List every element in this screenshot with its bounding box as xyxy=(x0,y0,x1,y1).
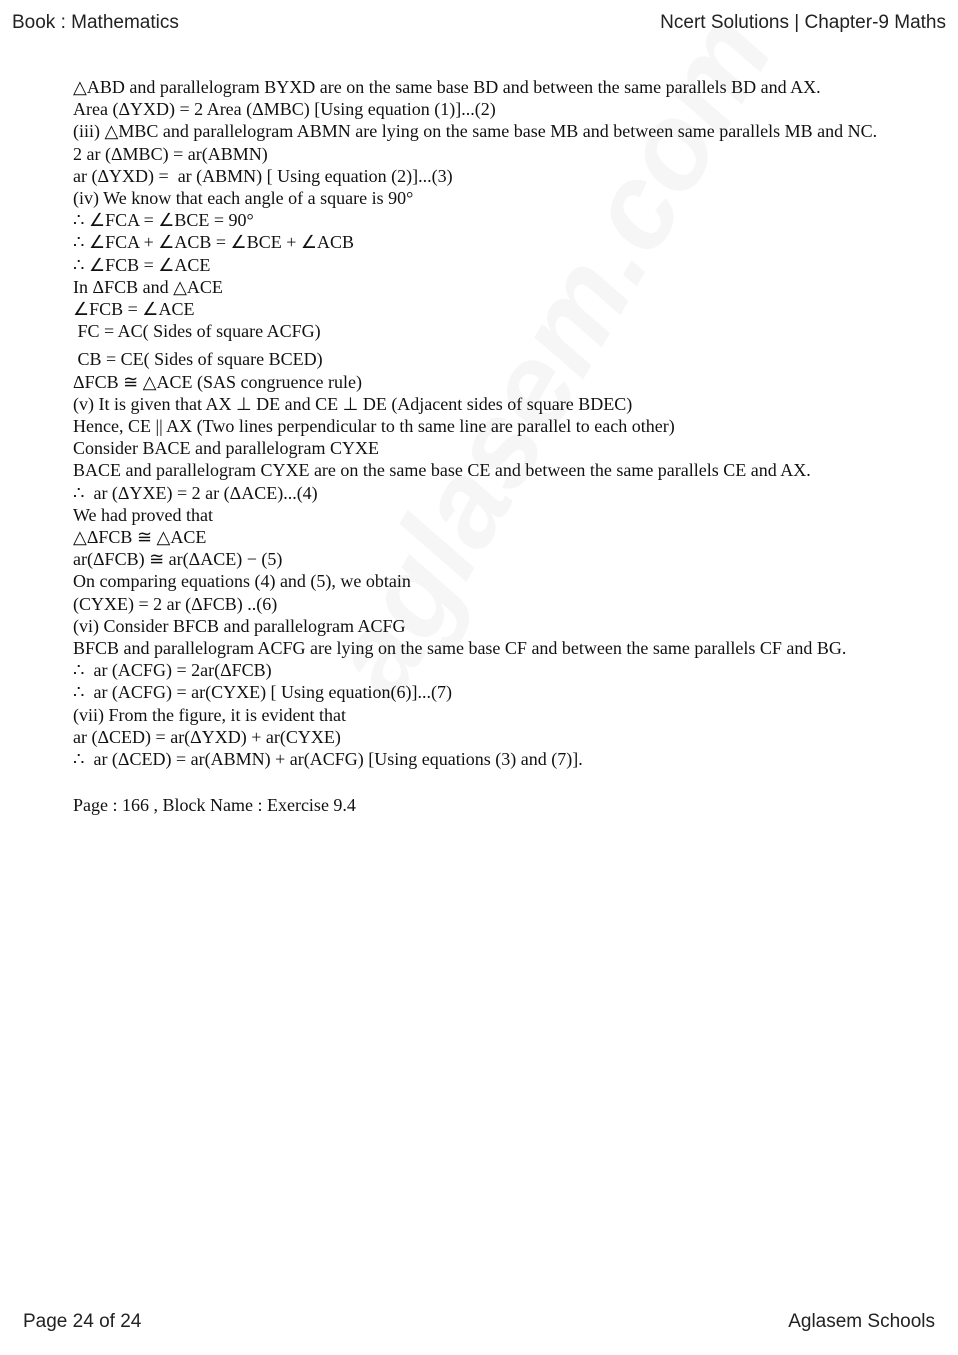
footer-brand: Aglasem Schools xyxy=(788,1311,935,1332)
solution-body xyxy=(73,76,893,817)
text-line: △ABD and parallelogram BYXD are on the same base BD and between the same parallels BD and AX. xyxy=(73,77,821,97)
header-chapter-title: Ncert Solutions | Chapter-9 Maths xyxy=(660,12,946,33)
text-line: BFCB and parallelogram ACFG are lying on the same base CF and between the same parallels CF and BG. xyxy=(73,638,847,659)
text-line: We had proved that xyxy=(73,504,214,525)
text-line: ∴ ∠FCB = ∠ACE xyxy=(73,254,211,275)
text-line: ∴ ar (ACFG) = 2ar(ΔFCB) xyxy=(73,660,272,681)
text-line: BACE and parallelogram CYXE are on the same base CE and between the same parallels CE and AX. xyxy=(73,460,811,481)
text-line: ar (ΔYXD) = ar (ABMN) [ Using equation (2)]...(3) xyxy=(73,165,453,186)
page-block-info: Page : 166 , Block Name : Exercise 9.4 xyxy=(73,795,356,816)
text-line: (CYXE) = 2 ar (ΔFCB) ..(6) xyxy=(73,593,278,614)
text-line: (iii) △MBC and parallelogram ABMN are lying on the same base MB and between same parallels MB and NC. xyxy=(73,121,878,142)
text-line: In ΔFCB and △ACE xyxy=(73,276,223,297)
text-line: Area (ΔYXD) = 2 Area (ΔMBC) [Using equation (1)]...(2) xyxy=(73,99,496,120)
header-book-title: Book : Mathematics xyxy=(12,12,179,33)
text-line: ΔFCB ≅ △ACE (SAS congruence rule) xyxy=(73,371,362,392)
text-line: ar (ΔCED) = ar(ΔYXD) + ar(CYXE) xyxy=(73,726,341,747)
text-line: Hence, CE || AX (Two lines perpendicular to th same line are parallel to each other) xyxy=(73,416,675,437)
text-line: ∴ ∠FCA = ∠BCE = 90° xyxy=(73,210,254,231)
text-line: (v) It is given that AX ⊥ DE and CE ⊥ DE (Adjacent sides of square BDEC) xyxy=(73,393,633,414)
text-line: ∴ ar (ΔCED) = ar(ABMN) + ar(ACFG) [Using equations (3) and (7)]. xyxy=(73,749,583,770)
text-line: ∴ ar (ΔYXE) = 2 ar (ΔACE)...(4) xyxy=(73,482,318,503)
text-line: (vii) From the figure, it is evident that xyxy=(73,704,346,725)
text-line: FC = AC( Sides of square ACFG) xyxy=(73,321,321,342)
text-line: △ΔFCB ≅ △ACE xyxy=(73,527,207,548)
footer-page-number: Page 24 of 24 xyxy=(23,1311,142,1332)
text-line: (iv) We know that each angle of a square is 90° xyxy=(73,188,414,209)
text-line: Consider BACE and parallelogram CYXE xyxy=(73,438,379,459)
text-line: ∠FCB = ∠ACE xyxy=(73,299,195,320)
text-line: 2 ar (ΔMBC) = ar(ABMN) xyxy=(73,143,268,164)
text-line: ∴ ∠FCA + ∠ACB = ∠BCE + ∠ACB xyxy=(73,232,355,253)
text-line: CB = CE( Sides of square BCED) xyxy=(73,349,323,370)
text-line: ar(ΔFCB) ≅ ar(ΔACE) − (5) xyxy=(73,549,283,570)
text-line: On comparing equations (4) and (5), we obtain xyxy=(73,571,411,592)
text-line: (vi) Consider BFCB and parallelogram ACFG xyxy=(73,615,406,636)
text-line: ∴ ar (ACFG) = ar(CYXE) [ Using equation(6)]...(7) xyxy=(73,682,453,703)
